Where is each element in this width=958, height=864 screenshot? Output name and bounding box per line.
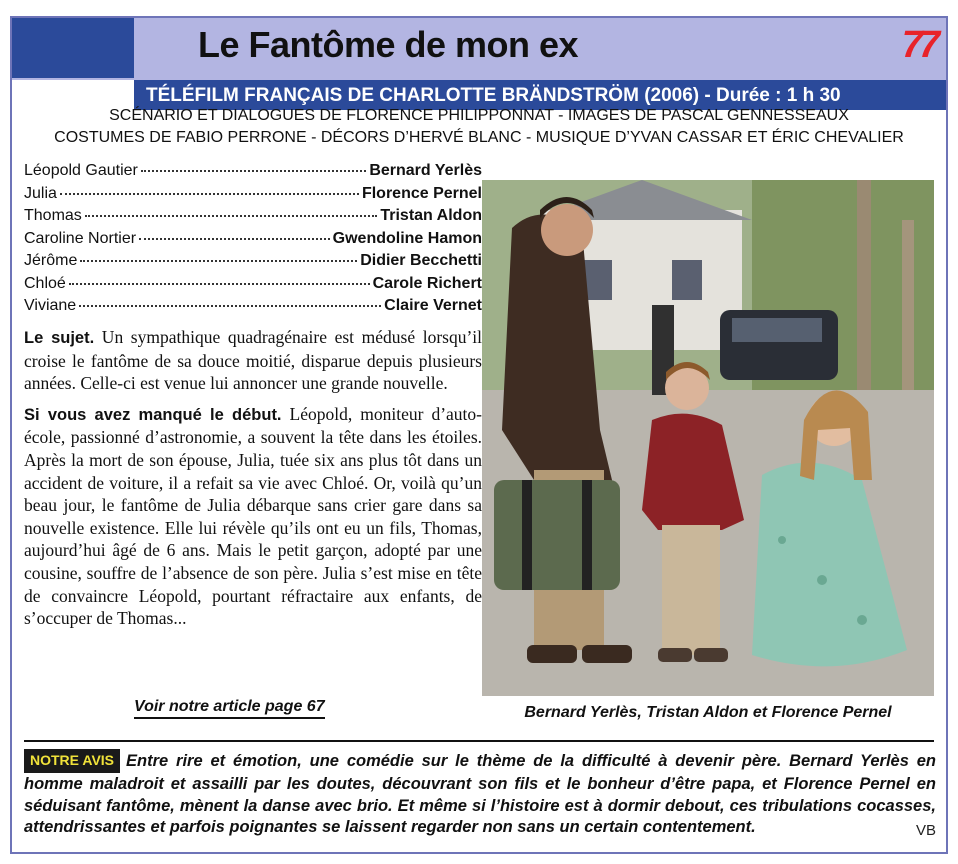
cast-row	[24, 275, 482, 298]
cast-role: Jérôme	[24, 252, 78, 269]
leader-dots	[69, 283, 370, 285]
dress-pattern	[778, 536, 786, 544]
satchel-bag	[494, 480, 620, 590]
credits	[10, 105, 948, 149]
subject-text: Un sympathique quadragénaire est médusé lorsqu’il croise le fantôme de sa douce moitié, disparue depuis plusieurs années. Celle-ci est venue lui annoncer une grande nouvelle.	[24, 327, 483, 394]
review-author: VB	[915, 822, 936, 839]
cast-role: Viviane	[24, 297, 77, 314]
man-head	[541, 204, 593, 256]
bag-strap	[522, 480, 532, 590]
cast-role: Julia	[24, 184, 57, 202]
recap-text: Léopold, moniteur d’auto-école, passionné d’astronomie, a souvent la tête dans les étoiles. Après la mort de son épouse, Julia, tuée six ans plus tôt dans un accident de voiture, il a refait sa vie avec Chloé. Or, voilà qu’un beau jour, le fantôme de Julia débarque sans crier gare dans sa nouvelle existence. Elle lui révèle qu’ils ont eu un fils, Thomas, aujourd’hui âgé de 6 ans. Mais le petit garçon, adopté par une cousine, souffre de l’absence de son père. Julia s’est mise en tête de convaincre Léopold, pourtant réfractaire aux enfants, de s’occuper de Thomas...	[24, 403, 482, 629]
cast-actor: Bernard Yerlès	[369, 162, 482, 179]
cast-role: Léopold Gautier	[24, 162, 138, 179]
article-title: Le Fantôme de mon ex	[198, 24, 579, 65]
child-trousers	[662, 525, 720, 655]
recap-paragraph	[24, 403, 482, 630]
synopsis	[24, 326, 482, 638]
leader-dots	[60, 193, 359, 195]
cast-list	[24, 162, 482, 320]
subject-label: Le sujet.	[24, 329, 95, 347]
credits-line-2: COSTUMES DE FABIO PERRONE - DÉCORS D’HERVÉ BLANC - MUSIQUE D’YVAN CASSAR ET ÉRIC CHEVALIER	[54, 129, 904, 146]
dress-pattern	[817, 575, 827, 585]
car-window	[732, 318, 822, 342]
child-shoe	[658, 648, 692, 662]
bag-strap	[582, 480, 592, 590]
review-text: Entre rire et émotion, une comédie sur le thème de la difficulté à devenir père. Bernard Yerlès en homme maladroit et assailli par les doutes, découvrant son fils et le bonheur d’être papa, et Florence Pernel en séduisant fantôme, mènent la danse avec brio. Et même si l’histoire est à dormir debout, ces tribulations cocasses, attendrissantes et parfois poignantes se laissent regarder non sans un certain contentement.	[24, 752, 936, 837]
subject-paragraph	[24, 326, 482, 395]
cast-actor: Didier Becchetti	[360, 252, 482, 269]
recap-label: Si vous avez manqué le début.	[24, 405, 282, 424]
cast-actor: Gwendoline Hamon	[332, 229, 482, 247]
leader-dots	[141, 170, 366, 172]
review	[24, 750, 936, 839]
photo-caption: Bernard Yerlès, Tristan Aldon et Florence Pernel	[524, 704, 892, 721]
leader-dots	[80, 260, 357, 262]
film-still-photo	[482, 180, 934, 696]
cast-row	[24, 252, 482, 275]
tree-trunk	[857, 180, 871, 410]
page-number: 77	[901, 24, 936, 66]
credits-line-1: SCÉNARIO ET DIALOGUES DE FLORENCE PHILIPPONNAT - IMAGES DE PASCAL GENNESSEAUX	[109, 107, 849, 124]
cast-role: Thomas	[24, 207, 82, 224]
cast-row	[24, 185, 482, 208]
title-accent-block	[12, 18, 134, 78]
cast-actor: Tristan Aldon	[380, 207, 482, 224]
leader-dots	[85, 215, 378, 217]
cast-role: Caroline Nortier	[24, 229, 137, 247]
cast-actor: Florence Pernel	[361, 184, 482, 202]
cast-row	[24, 230, 482, 253]
tree-trunk	[902, 220, 914, 410]
house-window	[672, 260, 702, 300]
child-shoe	[694, 648, 728, 662]
leader-dots	[139, 238, 330, 240]
cast-role: Chloé	[24, 274, 66, 292]
man-shoe	[527, 645, 577, 663]
section-divider	[24, 740, 934, 742]
man-shoe	[582, 645, 632, 663]
film-info: TÉLÉFILM FRANÇAIS DE CHARLOTTE BRÄNDSTRÖM (2006) - Durée : 1 h 30	[146, 85, 841, 106]
see-article-link[interactable]: Voir notre article page 67	[134, 698, 325, 719]
cast-row	[24, 297, 482, 320]
cast-actor: Carole Richert	[372, 274, 482, 292]
cast-row	[24, 162, 482, 185]
dress-pattern	[857, 615, 867, 625]
review-badge: NOTRE AVIS	[24, 749, 120, 773]
cast-actor: Claire Vernet	[384, 297, 482, 314]
leader-dots	[79, 305, 381, 307]
cast-row	[24, 207, 482, 230]
